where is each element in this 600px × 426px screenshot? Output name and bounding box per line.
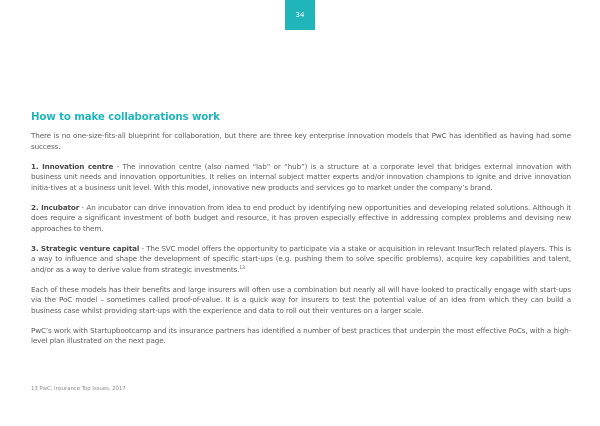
intro-paragraph: There is no one-size-fits-all blueprint for collaboration, but there are three key enterprise innovation models that PwC has identified as having had some success. bbox=[31, 131, 571, 151]
model-text: - The SVC model offers the opportunity to participate via a stake or acquisition in relevant InsurTech related players. This is a way to influence and shape the development of specific start-ups (e.g. pushing them to solve specific problems), acquire key capabilities and talent, and/or as a way to derive value from strategic investments. bbox=[31, 243, 571, 274]
page-number-badge bbox=[285, 0, 315, 30]
model-title: 2. Incubator bbox=[31, 202, 80, 212]
pwc-paragraph: PwC’s work with Startupbootcamp and its insurance partners has identified a number of best practices that underpin the most effective PoCs, with a high-level plan illustrated on the next page. bbox=[31, 325, 571, 345]
section-heading: How to make collaborations work bbox=[31, 112, 220, 123]
model-title: 3. Strategic venture capital bbox=[31, 243, 140, 253]
model-text: - The innovation centre (also named “lab” or “hub”) is a structure at a corporate level that bridges external innovation with business unit needs and innovation opportunities. It relies on internal subject matter experts and/or innovation champions to ignite and drive innovation initia-tives at a business unit level. With this model, innovative new products and services go to market under the company’s brand. bbox=[31, 161, 571, 192]
page-number: 34 bbox=[295, 11, 305, 19]
model-text: - An incubator can drive innovation from idea to end product by identifying new opportunities and developing related solutions. Although it does require a significant investment of both budget and resource, it has proven especially effective in addressing complex problems and devising new approaches to them. bbox=[31, 202, 571, 233]
footnote-reference: 13 bbox=[239, 265, 245, 271]
model-incubator bbox=[31, 203, 571, 235]
combination-paragraph: Each of these models has their benefits and large insurers will often use a combination but nearly all will have looked to practically engage with start-ups via the PoC model – sometimes called proof-of-value. It is a quick way for insurers to test the potential value of an idea from which they can build a business case whilst providing start-ups with the experience and data to roll out their ventures on a larger scale. bbox=[31, 284, 571, 315]
article-body bbox=[31, 112, 571, 356]
footnote: 13 PwC, Insurance Top Issues, 2017 bbox=[31, 386, 126, 392]
model-strategic-venture-capital bbox=[31, 244, 571, 276]
model-title: 1. Innovation centre bbox=[31, 161, 114, 171]
model-innovation-centre bbox=[31, 162, 571, 194]
